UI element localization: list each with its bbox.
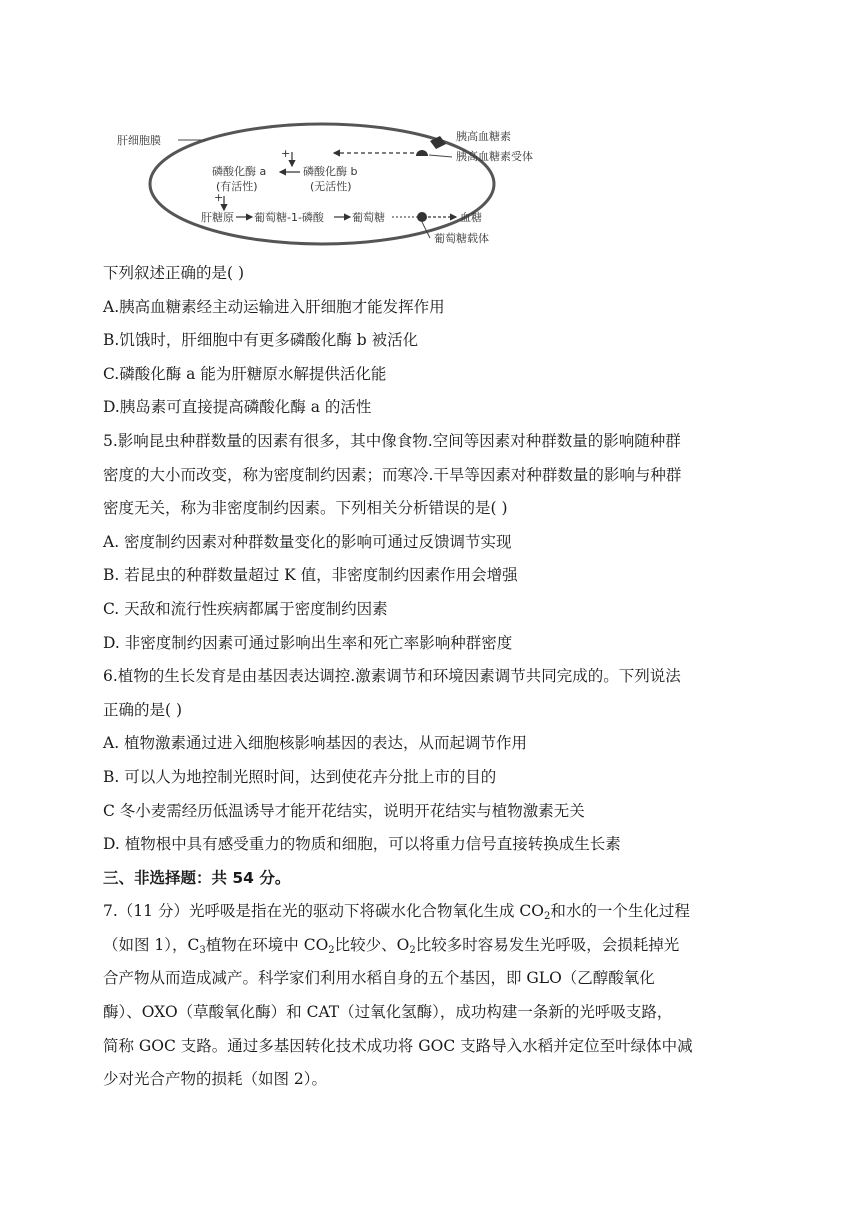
cell-membrane-label: 肝细胞膜 xyxy=(117,134,161,147)
q7-line5: 简称 GOC 支路。通过多基因转化技术成功将 GOC 支路导入水稻并定位至叶绿体中减 xyxy=(103,1036,693,1055)
q5-option-c: C. 天敌和流行性疾病都属于密度制约因素 xyxy=(103,599,388,618)
glycogen-label: 肝糖原 xyxy=(201,211,234,224)
q5-option-a: A. 密度制约因素对种群数量变化的影响可通过反馈调节实现 xyxy=(103,532,512,551)
enzyme-a-label: 磷酸化酶 a xyxy=(212,165,267,178)
q6-option-a: A. 植物激素通过进入细胞核影响基因的表达，从而起调节作用 xyxy=(103,734,528,753)
q6-option-c: C 冬小麦需经历低温诱导才能开花结实，说明开花结实与植物激素无关 xyxy=(103,801,585,820)
q6-stem-line2: 正确的是( ) xyxy=(103,700,183,719)
glucagon-receptor-label: 胰高血糖素受体 xyxy=(456,150,533,163)
blood-glucose-label: 血糖 xyxy=(460,211,482,224)
q6-stem-line1: 6.植物的生长发育是由基因表达调控.激素调节和环境因素调节共同完成的。下列说法 xyxy=(103,667,681,686)
plus-sign: + xyxy=(281,147,291,160)
q5-stem-line2: 密度的大小而改变，称为密度制约因素；而寒冷.干旱等因素对种群数量的影响与种群 xyxy=(103,465,682,484)
q6-option-d: D. 植物根中具有感受重力的物质和细胞，可以将重力信号直接转换成生长素 xyxy=(103,835,621,854)
q7-line4: 酶）、OXO（草酸氧化酶）和 CAT（过氧化氢酶），成功构建一条新的光呼吸支路， xyxy=(103,1003,673,1022)
enzyme-a-state: (有活性) xyxy=(216,180,258,193)
g1p-label: 葡萄糖-1-磷酸 xyxy=(254,211,324,224)
q5-option-b: B. 若昆虫的种群数量超过 K 值，非密度制约因素作用会增强 xyxy=(103,566,518,585)
q5-stem-line3: 密度无关，称为非密度制约因素。下列相关分析错误的是( ) xyxy=(103,499,508,518)
q4-option-d: D.胰岛素可直接提高磷酸化酶 a 的活性 xyxy=(103,398,372,417)
q4-option-a: A.胰高血糖素经主动运输进入肝细胞才能发挥作用 xyxy=(103,297,445,316)
q7-line3: 合产物从而造成减产。科学家们利用水稻自身的五个基因，即 GLO（乙醇酸氧化 xyxy=(103,969,655,988)
question-text xyxy=(103,257,763,1097)
glucose-label: 葡萄糖 xyxy=(352,211,385,224)
q5-option-d: D. 非密度制约因素可通过影响出生率和死亡率影响种群密度 xyxy=(103,633,513,652)
enzyme-b-label: 磷酸化酶 b xyxy=(303,165,358,178)
q4-option-b: B.饥饿时，肝细胞中有更多磷酸化酶 b 被活化 xyxy=(103,331,419,350)
receptor-shape xyxy=(416,150,428,156)
q7-line6: 少对光合产物的损耗（如图 2）。 xyxy=(103,1070,328,1089)
q6-option-b: B. 可以人为地控制光照时间，达到使花卉分批上市的目的 xyxy=(103,767,497,786)
glucose-carrier-label: 葡萄糖载体 xyxy=(434,232,489,245)
plus-sign-2: + xyxy=(214,191,224,204)
q7-line2: （如图 1），$C_3$植物在环境中 $CO_2$比较少、$O_2$比较多时容易发生光呼吸，会损耗掉光 xyxy=(103,935,680,956)
section-heading: 三、非选择题：共 54 分。 xyxy=(103,868,291,887)
liver-cell-diagram xyxy=(100,108,570,256)
glucose-carrier-shape xyxy=(417,212,427,222)
q5-stem-line1: 5.影响昆虫种群数量的因素有很多，其中像食物.空间等因素对种群数量的影响随种群 xyxy=(103,431,681,450)
q4-option-c: C.磷酸化酶 a 能为肝糖原水解提供活化能 xyxy=(103,364,387,383)
q4-stem: 下列叙述正确的是( ) xyxy=(103,264,245,282)
glucagon-label: 胰高血糖素 xyxy=(456,130,511,143)
q7-line1: 7.（11 分）光呼吸是指在光的驱动下将碳水化合物氧化生成 $CO_2$和水的一个生化过程 xyxy=(103,902,690,923)
enzyme-b-state: (无活性) xyxy=(310,180,352,193)
